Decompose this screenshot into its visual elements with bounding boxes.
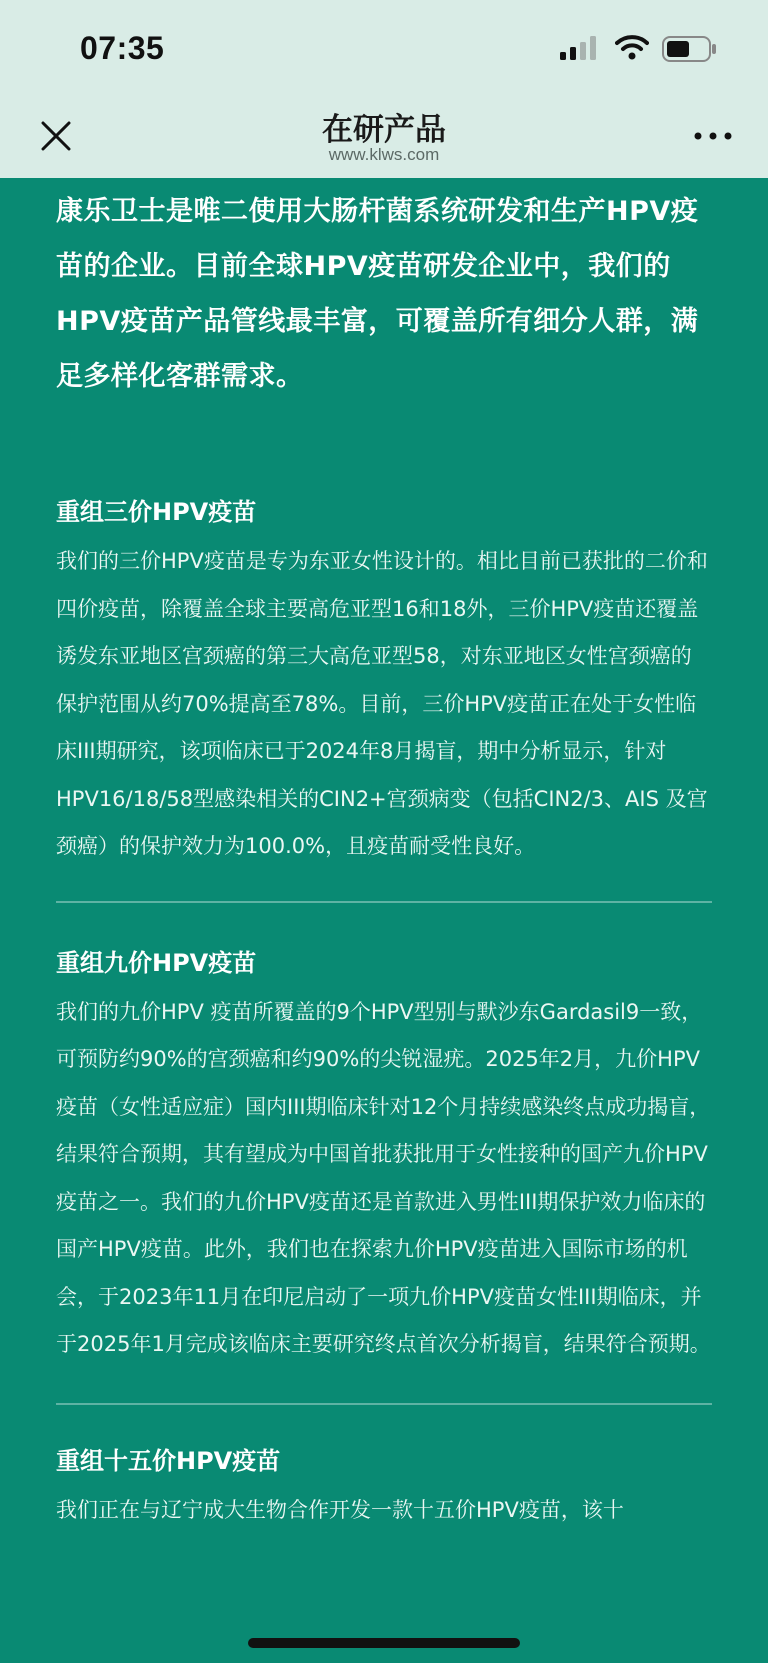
page-title: 在研产品 (322, 112, 446, 148)
section-nonavalent (56, 943, 712, 1369)
section-body: 我们的三价HPV疫苗是专为东亚女性设计的。相比目前已获批的二价和四价疫苗，除覆盖全球主要高危亚型16和18外，三价HPV疫苗还覆盖诱发东亚地区宫颈癌的第三大高危亚型58，对东亚地区女性宫颈癌的保护范围从约70%提高至78%。目前，三价HPV疫苗正在处于女性临床III期研究，该项临床已于2024年8月揭盲，期中分析显示，针对HPV16/18/58型感染相关的CIN2+宫颈病变（包括CIN2/3、AIS 及宫颈癌）的保护效力为100.0%，且疫苗耐受性良好。 (56, 549, 708, 858)
battery-icon (662, 36, 718, 62)
section-title: 重组九价HPV疫苗 (56, 948, 257, 977)
page-subtitle-url: www.klws.com (328, 145, 440, 164)
section-divider (56, 901, 712, 903)
section-title: 重组十五价HPV疫苗 (56, 1446, 281, 1475)
status-time: 07:35 (80, 30, 165, 66)
article-content (56, 178, 712, 1534)
section-body: 我们的九价HPV 疫苗所覆盖的9个HPV型别与默沙东Gardasil9一致，可预防约90%的宫颈癌和约90%的尖锐湿疣。2025年2月，九价HPV疫苗（女性适应症）国内III期临床针对12个月持续感染终点成功揭盲，结果符合预期，其有望成为中国首批获批用于女性接种的国产九价HPV疫苗之一。我们的九价HPV疫苗还是首款进入男性III期保护效力临床的国产HPV疫苗。此外，我们也在探索九价HPV疫苗进入国际市场的机会，于2023年11月在印尼启动了一项九价HPV疫苗女性III期临床，并于2025年1月完成该临床主要研究终点首次分析揭盲，结果符合预期。 (56, 999, 711, 1356)
section-trivalent (56, 492, 712, 871)
section-divider (56, 1403, 712, 1405)
wifi-icon (615, 34, 649, 60)
top-bar (0, 0, 768, 178)
section-15-valent (56, 1441, 712, 1535)
cellular-signal-icon (560, 36, 600, 60)
section-body: 我们正在与辽宁成大生物合作开发一款十五价HPV疫苗，该十 (56, 1497, 624, 1522)
intro-paragraph: 康乐卫士是唯二使用大肠杆菌系统研发和生产HPV疫苗的企业。目前全球HPV疫苗研发企业中，我们的HPV疫苗产品管线最丰富，可覆盖所有细分人群，满足多样化客群需求。 (56, 196, 699, 392)
more-icon (693, 131, 733, 141)
home-indicator[interactable] (248, 1638, 520, 1648)
section-title: 重组三价HPV疫苗 (56, 498, 257, 526)
more-options-button[interactable] (688, 118, 738, 154)
